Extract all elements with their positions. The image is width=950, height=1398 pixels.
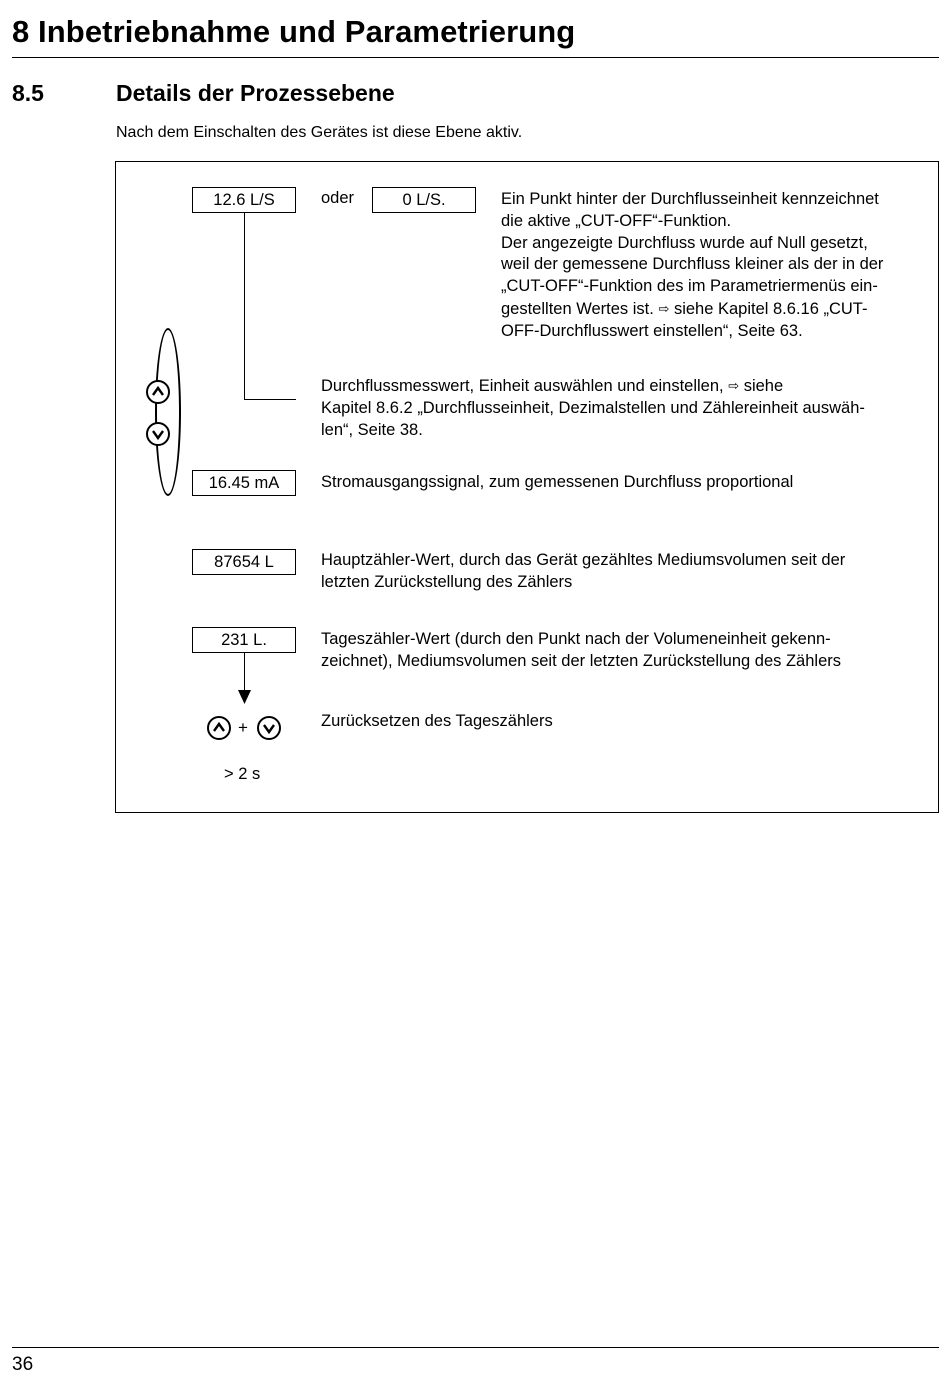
display-daily-totalizer: 231 L. [192, 627, 296, 653]
cutoff-desc-line: die aktive „CUT-OFF“-Funktion. [501, 211, 732, 230]
connector-oder: oder [321, 189, 355, 207]
section-title: Details der Prozessebene [116, 80, 395, 106]
totalizer-desc-line: letzten Zurückstellung des Zählers [321, 572, 573, 591]
cutoff-desc-line: Ein Punkt hinter der Durchflusseinheit kennzeichnet [501, 190, 879, 208]
totalizer-description [321, 550, 921, 594]
current-description: Stromausgangssignal, zum gemessenen Durchfluss proportional [321, 473, 794, 491]
header-rule [12, 57, 939, 58]
down-arrow-key-icon [146, 422, 170, 446]
flow-description [321, 375, 921, 441]
flow-desc-line: len“, Seite 38. [321, 420, 423, 439]
up-arrow-key-icon [207, 716, 231, 740]
cutoff-desc-line: weil der gemessene Durchfluss kleiner als der in der [501, 255, 884, 274]
flow-desc-line [321, 375, 921, 398]
flow-desc-text: Durchflussmesswert, Einheit auswählen und einstellen, [321, 377, 724, 395]
cutoff-desc-line: Der angezeigte Durchfluss wurde auf Null gesetzt, [501, 233, 868, 252]
ref-arrow-icon: ⇨ [728, 378, 740, 393]
section-number: 8.5 [12, 80, 44, 106]
footer-rule [12, 1347, 939, 1348]
connector-line-vertical [244, 213, 245, 400]
reset-arrow-line [244, 653, 245, 693]
chapter-title: 8 Inbetriebnahme und Parametrierung [12, 14, 576, 49]
down-arrow-key-icon [257, 716, 281, 740]
flow-chapter-reference: Kapitel 8.6.2 „Durchflusseinheit, Dezimalstellen und Zählereinheit auswäh- [321, 398, 865, 417]
flow-desc-text: siehe [743, 377, 784, 395]
totalizer-desc-line: Hauptzähler-Wert, durch das Gerät gezähltes Mediumsvolumen seit der [321, 551, 846, 569]
reset-arrow-head-icon [238, 690, 251, 704]
cutoff-desc-text: gestellten Wertes ist. [501, 299, 654, 318]
cutoff-chapter-reference: siehe Kapitel 8.6.16 „CUT- [673, 299, 868, 318]
cutoff-description [501, 189, 931, 343]
ref-arrow-icon: ⇨ [658, 300, 670, 316]
display-main-totalizer: 87654 L [192, 549, 296, 575]
key-navigation-oval [155, 328, 181, 496]
hold-time-label: > 2 s [224, 765, 261, 783]
daily-desc-line: zeichnet), Mediumsvolumen seit der letzten Zurückstellung des Zählers [321, 651, 841, 670]
up-arrow-key-icon [146, 380, 170, 404]
display-current-output: 16.45 mA [192, 470, 296, 496]
cutoff-desc-line: OFF-Durchflusswert einstellen“, Seite 63. [501, 321, 803, 340]
plus-sign: + [238, 718, 248, 737]
reset-description: Zurücksetzen des Tageszählers [321, 712, 553, 730]
daily-totalizer-description [321, 629, 921, 673]
display-cutoff-value: 0 L/S. [372, 187, 476, 213]
daily-desc-line: Tageszähler-Wert (durch den Punkt nach der Volumeneinheit gekenn- [321, 630, 831, 648]
cutoff-desc-line [501, 298, 931, 321]
connector-line-horizontal [244, 399, 296, 400]
cutoff-desc-line: „CUT-OFF“-Funktion des im Parametriermenüs ein- [501, 277, 878, 296]
page-number: 36 [12, 1354, 34, 1375]
display-flow-value: 12.6 L/S [192, 187, 296, 213]
section-intro: Nach dem Einschalten des Gerätes ist diese Ebene aktiv. [116, 124, 523, 141]
